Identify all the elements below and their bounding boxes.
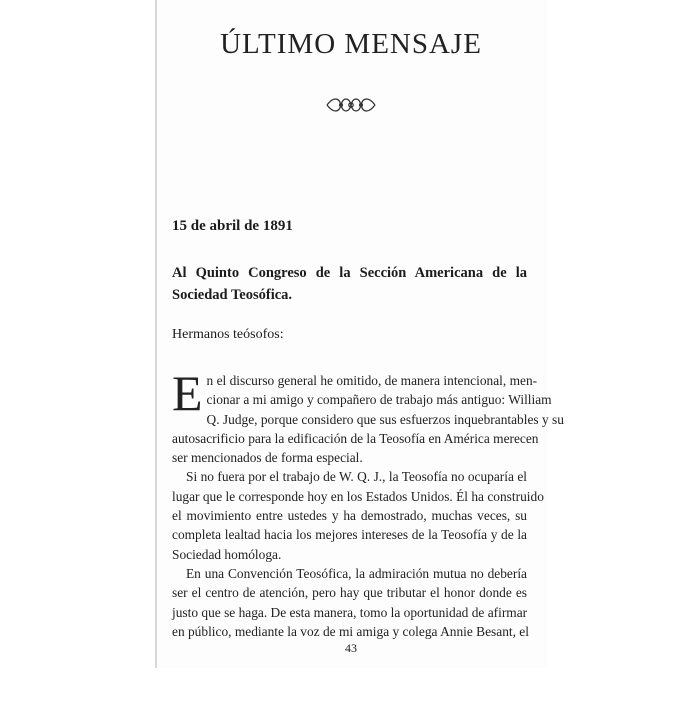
page-edge [155, 0, 157, 668]
text-line: Si no fuera por el trabajo de W. Q. J., la Teosofía no ocuparía el [186, 469, 527, 485]
letter-date: 15 de abril de 1891 [172, 218, 293, 234]
text-line: cionar a mi amigo y compañero de trabajo más antiguo: William [206, 392, 552, 408]
text-line: autosacrificio para la edificación de la Teosofía en América merecen [172, 430, 539, 446]
text-line: Q. Judge, porque considero que sus esfuerzos inquebrantables y su [206, 411, 564, 427]
text-line: ser el centro de atención, pero hay que tributar el honor donde es [172, 585, 527, 601]
text-line: justo que se haga. De esta manera, tomo la oportunidad de afirmar [172, 604, 528, 620]
chapter-title: ÚLTIMO MENSAJE [220, 28, 482, 60]
drop-cap: E [172, 365, 203, 421]
paragraph [172, 365, 564, 467]
fleuron-ornament-icon [325, 93, 377, 117]
text-line: lugar que le corresponde hoy en los Estados Unidos. Él ha construido [172, 488, 544, 504]
heading-line: Al Quinto Congreso de la Sección Americana de la [172, 265, 527, 281]
greeting: Hermanos teósofos: [172, 327, 284, 342]
paragraph [172, 467, 544, 563]
paragraph [172, 564, 527, 641]
text-line: Sociedad homóloga. [172, 546, 282, 562]
text-line: en público, mediante la voz de mi amiga y colega Annie Besant, el [172, 623, 529, 639]
page-number: 43 [345, 641, 357, 655]
heading-line: Sociedad Teosófica. [172, 287, 293, 303]
text-line: completa lealtad hacia los mejores intereses de la Teosofía y de la [172, 527, 527, 543]
letter-heading [172, 262, 527, 306]
text-line: ser mencionados de forma especial. [172, 450, 363, 466]
text-line: n el discurso general he omitido, de manera intencional, men- [206, 373, 538, 388]
text-line: el movimiento entre ustedes y ha demostrado, muchas veces, su [172, 508, 527, 524]
text-line: En una Convención Teosófica, la admiración mutua no debería [186, 565, 527, 581]
letter-body [172, 365, 564, 641]
